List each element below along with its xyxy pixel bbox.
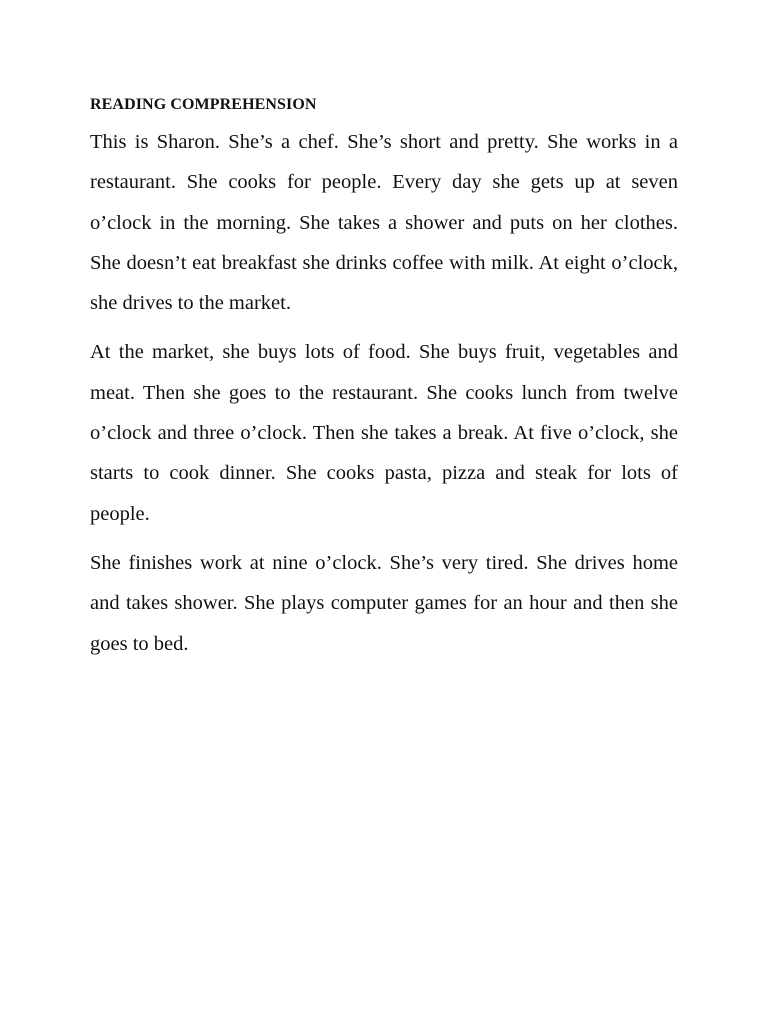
- document-heading: READING COMPREHENSION: [90, 96, 317, 113]
- paragraph-1: This is Sharon. She’s a chef. She’s short and pretty. She works in a restaurant. She cooks for people. Every day she gets up at seven o’clock in the morning. She takes a shower and puts on her clothes. She doesn’t eat breakfast she drinks coffee with milk. At eight o’clock, she drives to the market.: [90, 131, 678, 315]
- document-page: [90, 94, 678, 673]
- paragraph-3: She finishes work at nine o’clock. She’s very tired. She drives home and takes shower. She plays computer games for an hour and then she goes to bed.: [90, 551, 678, 655]
- paragraph-2: At the market, she buys lots of food. She buys fruit, vegetables and meat. Then she goes to the restaurant. She cooks lunch from twelve o’clock and three o’clock. Then she takes a break. At five o’clock, she starts to cook dinner. She cooks pasta, pizza and steak for lots of people.: [90, 341, 678, 525]
